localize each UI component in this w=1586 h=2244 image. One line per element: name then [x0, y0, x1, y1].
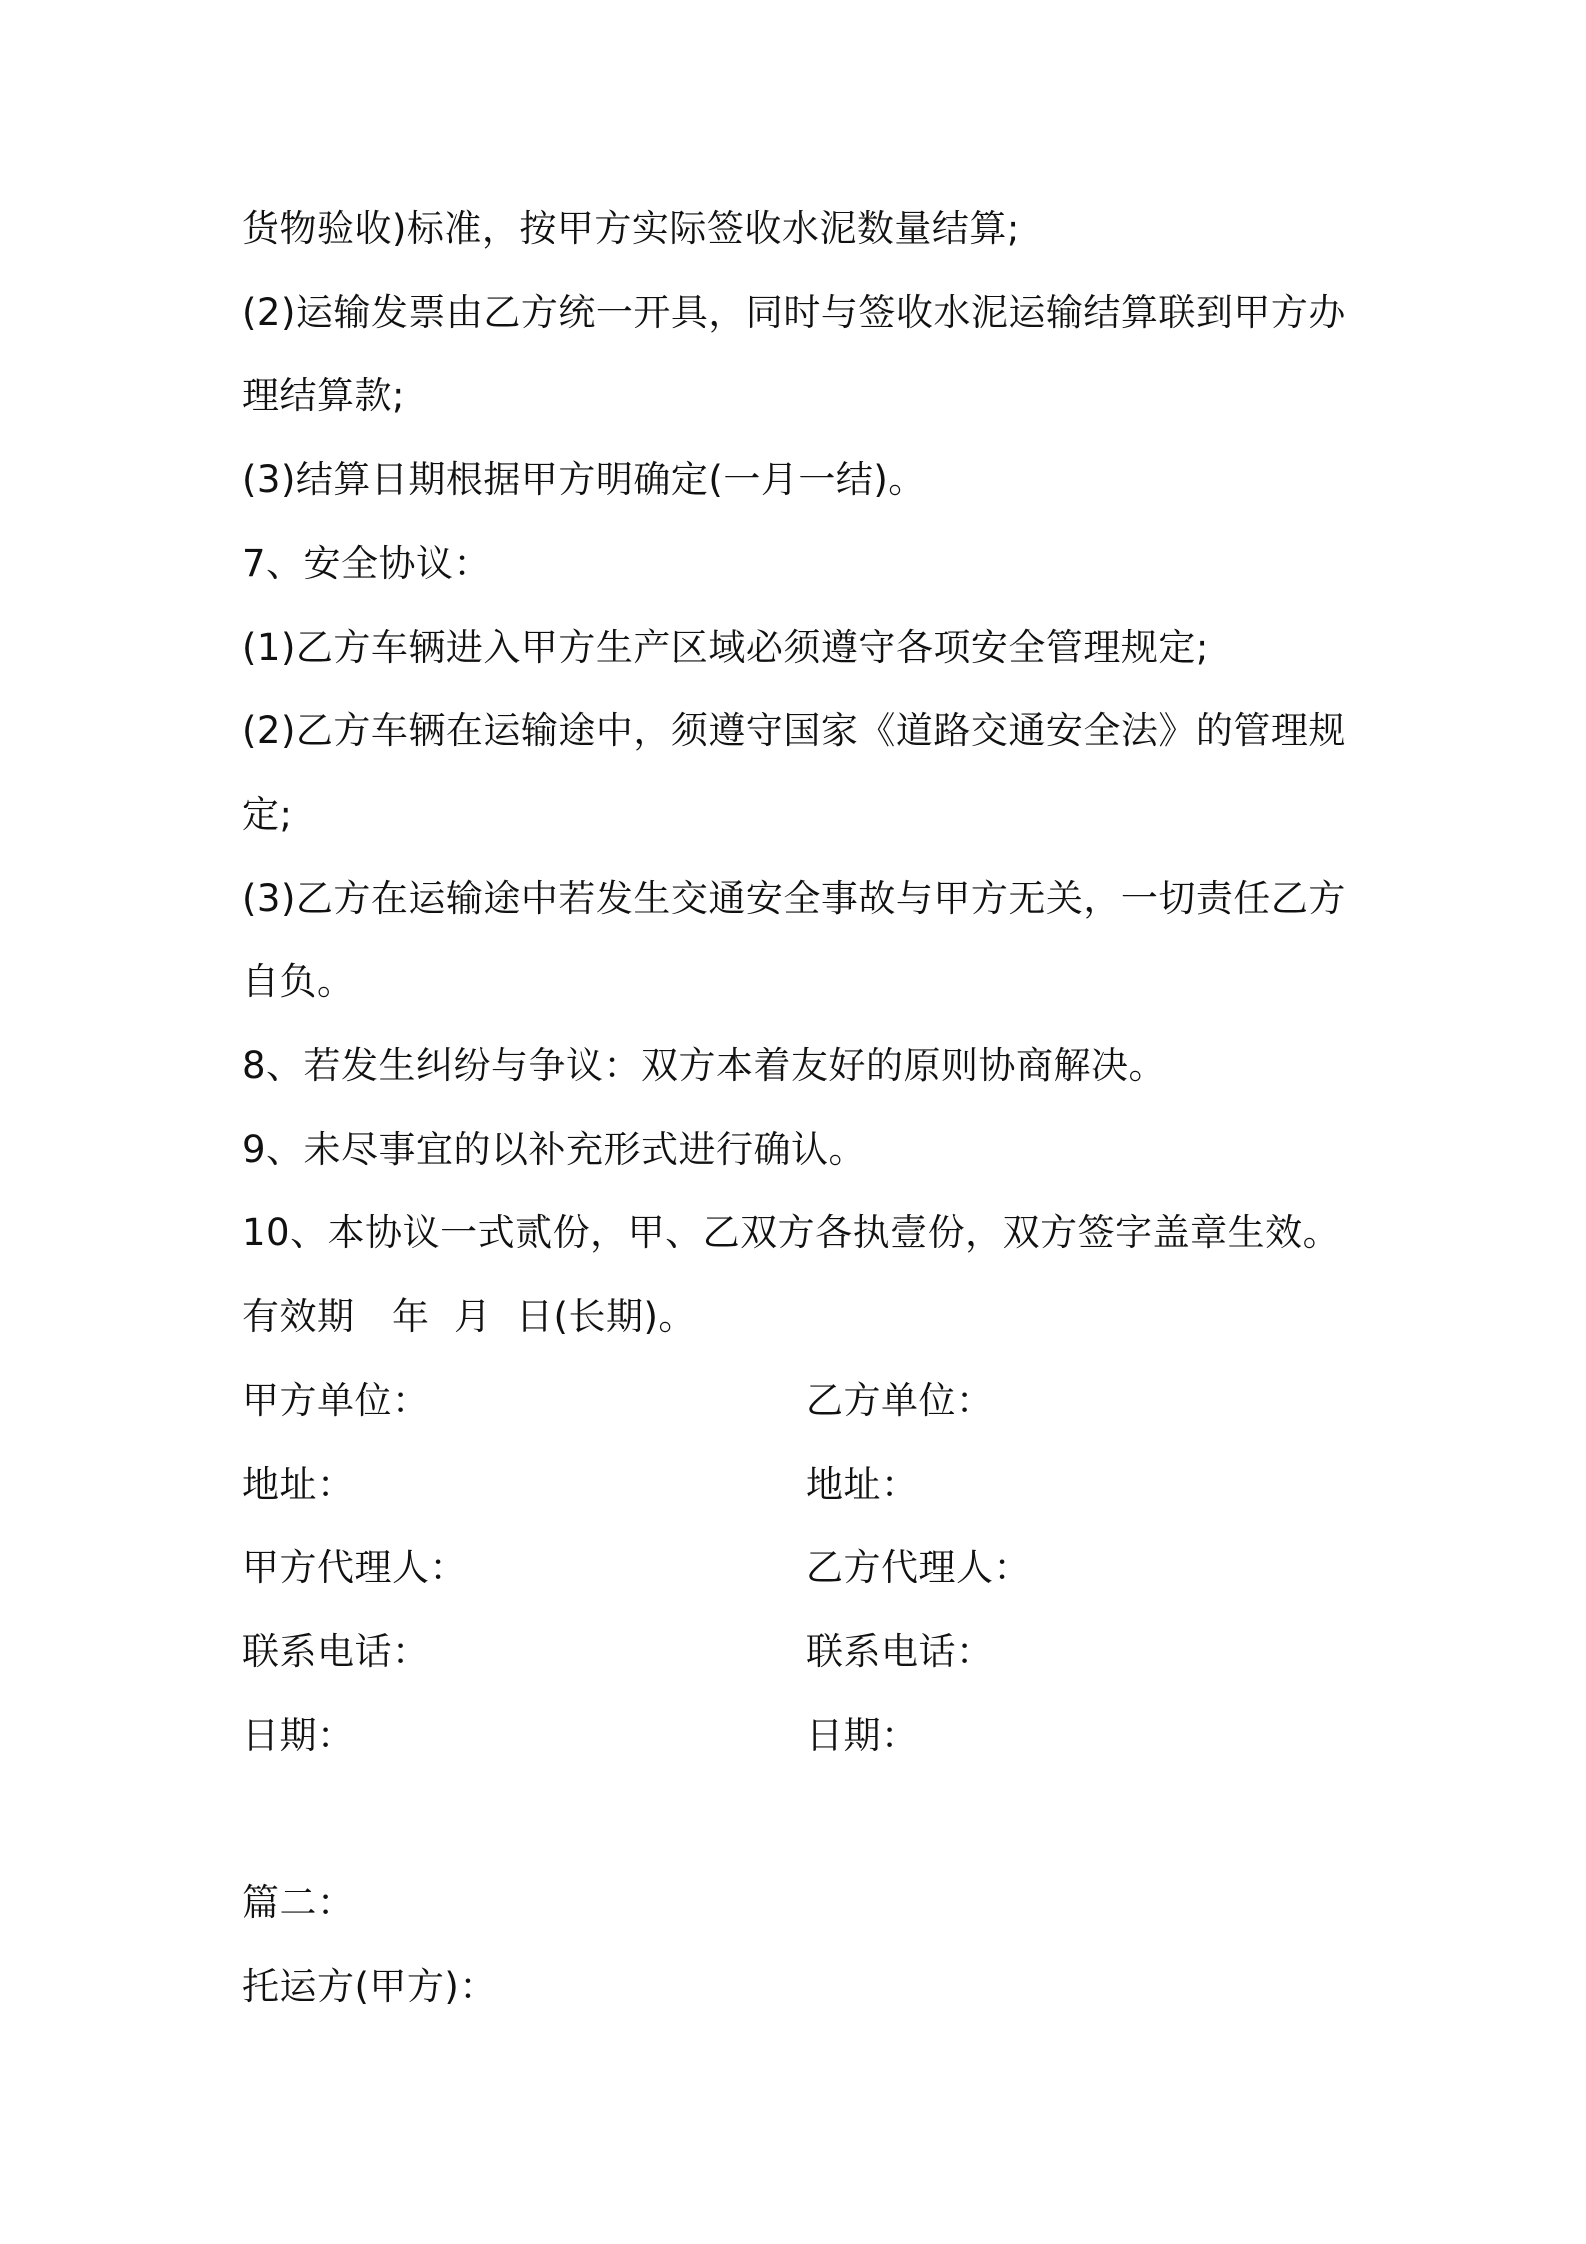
- paragraph-line: (2)运输发票由乙方统一开具，同时与签收水泥运输结算联到甲方办: [242, 291, 1346, 334]
- paragraph-line: (3)乙方在运输途中若发生交通安全事故与甲方无关，一切责任乙方: [242, 877, 1346, 920]
- party-b-date-label: 日期：: [806, 1714, 919, 1757]
- party-b-unit-label: 乙方单位：: [806, 1379, 994, 1422]
- party-a-address-label: 地址：: [242, 1463, 355, 1506]
- paragraph-line: 理结算款;: [242, 374, 405, 417]
- paragraph-line: (1)乙方车辆进入甲方生产区域必须遵守各项安全管理规定;: [242, 626, 1209, 669]
- clause-copies: 10、本协议一式贰份，甲、乙双方各执壹份，双方签字盖章生效。: [242, 1211, 1341, 1254]
- paragraph-line: (2)乙方车辆在运输途中，须遵守国家《道路交通安全法》的管理规: [242, 709, 1346, 752]
- party-b-address-label: 地址：: [806, 1463, 919, 1506]
- clause-supplement: 9、未尽事宜的以补充形式进行确认。: [242, 1128, 867, 1171]
- shipper-label: 托运方(甲方)：: [242, 1965, 497, 2008]
- party-a-phone-label: 联系电话：: [242, 1630, 430, 1673]
- part-two-heading: 篇二：: [242, 1881, 355, 1924]
- clause-disputes: 8、若发生纠纷与争议：双方本着友好的原则协商解决。: [242, 1044, 1167, 1087]
- section-heading-safety: 7、安全协议：: [242, 542, 492, 585]
- validity-period: 有效期 年 月 日(长期)。: [242, 1295, 696, 1338]
- paragraph-line: (3)结算日期根据甲方明确定(一月一结)。: [242, 458, 926, 501]
- party-b-agent-label: 乙方代理人：: [806, 1546, 1031, 1589]
- paragraph-line: 货物验收)标准，按甲方实际签收水泥数量结算;: [242, 207, 1020, 250]
- party-a-agent-label: 甲方代理人：: [242, 1546, 467, 1589]
- paragraph-line: 自负。: [242, 960, 355, 1003]
- party-a-date-label: 日期：: [242, 1714, 355, 1757]
- party-b-phone-label: 联系电话：: [806, 1630, 994, 1673]
- party-a-unit-label: 甲方单位：: [242, 1379, 430, 1422]
- paragraph-line: 定;: [242, 793, 293, 836]
